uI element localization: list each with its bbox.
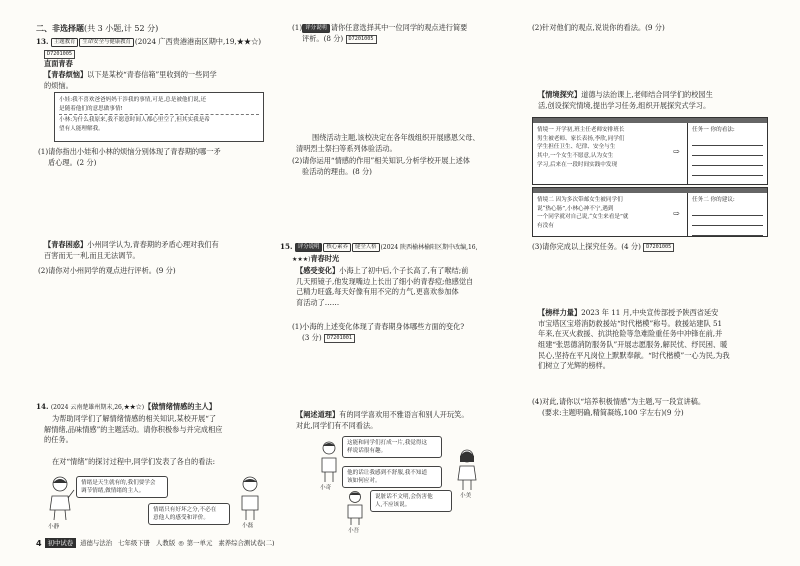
q13-crit-line-1: 小州同学认为,青春期的矛盾心理对我们有 <box>87 240 219 249</box>
letter-xiaowa <box>59 95 259 114</box>
q14-q1-code: D7201005 <box>346 35 377 44</box>
q14-source: (2024 云南楚雄州期末,26,★★☆) <box>50 404 145 411</box>
task-one-line-5: 学习,后来在一段时间实践中发现 <box>537 161 618 168</box>
student-xiaomei-figure <box>452 448 482 492</box>
q13-sub-label: 【青春烦恼】 <box>44 70 88 79</box>
bubble-xiaowu <box>370 490 452 512</box>
q13-number: 13. <box>36 37 49 46</box>
name-xiaolei: 小磊 <box>242 523 254 529</box>
q14-q1-chip: 评分说明 <box>302 24 330 33</box>
q15-header <box>280 242 520 253</box>
student-xiaojing-figure <box>40 474 80 524</box>
section-note: (共 3 小题,计 52 分) <box>84 24 159 33</box>
bubble-xiaomei-line-2: 该如何应对。 <box>347 478 381 485</box>
student-xiaowu-figure <box>340 490 370 526</box>
q13-question-2: (2)请你对小州同学的观点进行评析。(9 分) <box>38 266 176 275</box>
bubble-xiaomei-line-1: 他的话让我感到不舒服,我不知道 <box>347 470 428 476</box>
answer-line <box>692 167 763 176</box>
inquiry-label: 【情境探究】 <box>538 90 582 99</box>
answer-line <box>692 157 763 166</box>
q15-change-line-1: 小海上了初中后,个子长高了,有了喉结;前 <box>339 266 469 275</box>
q13-crit-label: 【青春困惑】 <box>44 240 88 249</box>
role-model-line-2: 市宝塔区宝塔消防救援站“时代楷模”称号。救援站建队 51 <box>538 318 723 328</box>
q15-number: 15. <box>280 242 293 251</box>
bubble-xiaojing <box>76 476 168 498</box>
q13-tag-safety: 生命安全与健康教育 <box>79 38 134 47</box>
q15-change-line-4: 育活动了…… <box>296 297 340 307</box>
name-xiaoqi: 小奇 <box>320 485 332 491</box>
q13-intro <box>44 70 268 91</box>
q14-p1-line-2: 解情绪,品味情感”的主题活动。请你积极参与并完成相应 <box>44 424 223 434</box>
q14-number: 14. <box>36 402 49 411</box>
role-model-line-5: 民心,坚持在平凡岗位上默默奉献。“时代楷模”一心为民,为我 <box>538 350 730 360</box>
task-one-line-2: 男生被老师、家长表扬,李欣,同学们 <box>537 135 625 142</box>
q13-title: 直面青春 <box>44 59 73 68</box>
task-two-line-4: 有没有 <box>537 222 554 229</box>
role-model-line-1: 2023 年 11 月,中央宣传部授予陕西省延安 <box>581 308 719 317</box>
role-model-q-line-2: (要求:主题明确,精简凝练,100 字左右)(9 分) <box>542 407 684 417</box>
bubble-xiaojing-line-2: 调节情绪,做情绪的主人。 <box>81 488 145 495</box>
task-one-scenario <box>533 123 669 172</box>
footer-bullet-icon: ◎ <box>178 539 184 547</box>
q14-p1-line-3: 的任务。 <box>44 435 73 445</box>
arrow-right-icon: ⇨ <box>673 209 680 218</box>
student-xiaoqi-figure <box>314 440 344 484</box>
bubble-xiaolei-line-2: 意他人的感受和评价。 <box>153 515 209 522</box>
task-two-answer <box>687 193 767 236</box>
footer-grade: 七年级下册 <box>118 539 151 547</box>
q15-change-label: 【感受变化】 <box>296 266 340 275</box>
q14-paragraph-2: 在对“情绪”的探讨过程中,同学们发表了各自的看法: <box>52 457 215 466</box>
arrow-right-icon: ⇨ <box>673 147 680 156</box>
role-model-question <box>532 397 772 418</box>
q13-letters-box <box>54 92 264 142</box>
role-model-line-6: 们树立了光辉的榜样。 <box>538 361 610 371</box>
bubble-xiaowu-line-1: 说脏话不文明,会伤害他 <box>375 494 433 500</box>
answer-line <box>692 227 763 236</box>
q13-question-1 <box>38 147 268 168</box>
q13-sub-text-2: 的烦恼。 <box>44 80 73 90</box>
footer-brand: 初中试卷 <box>45 538 77 548</box>
q13-tag-theme: 主题教育 <box>51 38 79 47</box>
page-footer <box>36 537 296 549</box>
task-one-line-3: 学生担任卫生、纪律、安全与生 <box>537 144 616 151</box>
task-one-line-4: 其中,一个女生不愿意,认为女生 <box>537 152 614 159</box>
q14-intro-line-1: 围绕活动主题,该校决定在各年级组织开展感恩父母、 <box>312 133 480 142</box>
q14-question-2 <box>292 156 520 177</box>
q14-paragraph-1 <box>44 414 268 446</box>
q15-source-2: ★★★) <box>292 256 311 263</box>
task-one-line-1: 情境一 开学初,班主任老师安排班长 <box>537 127 625 133</box>
q14-q1-line-1: 请你任意选择其中一位同学的观点进行简要 <box>330 23 468 32</box>
q14-title: 【做情绪情感的主人】 <box>144 402 217 411</box>
footer-edition: 人教版 <box>156 539 176 547</box>
q14-activity-intro <box>296 133 520 154</box>
q14-q1-line-2: 评析。(8 分) <box>302 33 344 43</box>
q15-change-line-2: 几天照镜子,他发现嘴边上长出了细小的青春痘;他感觉自 <box>296 276 474 286</box>
q15-title-line <box>292 254 339 265</box>
task-one-answer <box>687 123 767 184</box>
inquiry-paragraph <box>538 90 772 111</box>
student-xiaolei-figure <box>232 474 268 524</box>
footer-unit: 第一单元 <box>186 539 213 547</box>
q15-source-1: (2024 陕西榆林榆阳区期中改编,16, <box>380 244 478 251</box>
q15-q1-line-1: (1)小海的上述变化体现了青春期身体哪些方面的变化? <box>292 322 465 331</box>
bubble-xiaojing-line-1: 情绪是天生就有的,我们要学会 <box>81 480 156 486</box>
q13-code: D7201005 <box>44 50 75 59</box>
q13-crit-line-2: 百害而无一利,而且无法调节。 <box>44 250 140 260</box>
q13-header <box>36 37 261 48</box>
q13-q1-line-2: 盾心理。(2 分) <box>48 157 97 167</box>
task-two-line-2: 说“热心肠”,小林心神不宁,遇到 <box>537 205 614 212</box>
q15-chip-personality: 健全人格 <box>352 243 380 252</box>
inquiry-line-2: 活,创设探究情境,提出学习任务,组织开展探究式学习。 <box>538 100 711 110</box>
bubble-xiaomei <box>342 466 442 488</box>
answer-line <box>692 217 763 226</box>
q15-question-1 <box>292 322 520 343</box>
section-title: 二、非选择题 <box>36 23 84 33</box>
right-column <box>530 0 772 546</box>
task-two-side-label: 任务二 你的建议: <box>692 197 735 203</box>
footer-test-name: 素养综合测试卷(二) <box>218 539 275 547</box>
q13-sub-text-1: 以下是某校“青春信箱”里收到的一些同学 <box>87 70 217 79</box>
role-model-line-4: 组建“张思德消防服务队”开展志愿服务,解民忧、纾民困、暖 <box>538 339 728 349</box>
q14-question-1 <box>292 23 520 44</box>
name-xiaowu: 小吾 <box>348 528 360 534</box>
q14-header <box>36 402 216 413</box>
letter-xiaolin-line-1: 小林:为什么我原来,我不愿意时间人都心里空了,但其实我是希 <box>59 117 210 124</box>
q14-q2-line-2: 验活动的理由。(8 分) <box>302 166 372 176</box>
bubble-xiaowu-line-2: 人,不应该说。 <box>375 502 411 509</box>
answer-line <box>692 147 763 156</box>
q15-q1-line-2: (3 分) <box>302 332 322 342</box>
letter-xiaolin <box>59 114 259 134</box>
name-xiaomei: 小美 <box>460 493 472 499</box>
role-model-paragraph <box>538 308 772 372</box>
q15-question-2: (2)针对他们的观点,说说你的看法。(9 分) <box>532 23 665 32</box>
letter-xiaolin-line-2: 望有人能理解我。 <box>59 125 104 132</box>
inquiry-line-1: 道德与法治课上,老师结合同学们的校园生 <box>581 90 713 99</box>
bubble-xiaoqi <box>342 436 442 458</box>
q13-source: (2024 广西贵港港南区期中,19,★★☆) <box>134 37 262 46</box>
task-question <box>532 242 674 253</box>
role-model-label: 【榜样力量】 <box>538 308 582 317</box>
task-one-side-label: 任务一 你的看法: <box>692 127 735 133</box>
letter-xiaowa-line-1: 小娃:我不喜欢爸爸妈妈干涉我的事情,可是,总是被他们说,还 <box>59 97 207 103</box>
answer-line <box>692 137 763 146</box>
q15-q1-code: D7201001 <box>324 334 355 343</box>
q15-reason-line-1: 有的同学喜欢用不雅语言和别人开玩笑。 <box>339 410 469 419</box>
name-xiaojing: 小静 <box>48 524 60 530</box>
q13-criticism <box>44 240 268 261</box>
letter-xiaowa-line-2: 是随着他们的意思做事情! <box>59 105 123 112</box>
task-two-line-3: 一个同学就对自己说,“女生来看是”就 <box>537 214 629 221</box>
q14-intro-line-2: 清明烈士祭扫等系列体验活动。 <box>296 143 397 153</box>
q15-reason-label: 【阐述道理】 <box>296 410 340 419</box>
task-two-box <box>532 187 768 237</box>
task-question-code: D7201005 <box>643 243 674 252</box>
q15-change-line-3: 己精力旺盛,每天好像有用不完的力气,更喜欢参加体 <box>296 287 459 297</box>
q14-p1-line-1: 为帮助同学们了解情绪情感的相关知识,某校开展“了 <box>52 414 217 423</box>
q15-reason-paragraph <box>296 410 520 431</box>
role-model-line-3: 年来,在灭火救援、抗洪抢险等急难险重任务中冲锋在前,并 <box>538 329 723 339</box>
role-model-q-line-1: (4)对此,请你以“培养积极情感”为主题,写一段宣讲稿。 <box>532 397 706 406</box>
q14-q2-line-1: (2)请你运用“情感的作用”相关知识,分析学校开展上述体 <box>292 156 470 165</box>
q15-title: 青春时光 <box>310 254 340 263</box>
footer-subject: 道德与法治 <box>80 539 113 547</box>
left-column <box>36 0 268 546</box>
task-question-text: (3)请你完成以上探究任务。(4 分) <box>532 242 641 251</box>
task-two-scenario <box>533 193 669 234</box>
q15-chip-core: 核心素养 <box>323 243 351 252</box>
bubble-xiaolei <box>148 503 230 525</box>
section-heading <box>36 23 158 35</box>
bubble-xiaolei-line-1: 情绪只有好坏之分,不必在 <box>153 507 217 513</box>
q15-change-paragraph <box>296 266 520 309</box>
answer-line <box>692 207 763 216</box>
q15-reason-line-2: 对此,同学们有不同看法。 <box>296 420 378 430</box>
q15-chip-score: 评分说明 <box>295 243 323 252</box>
page-number: 4 <box>36 539 42 548</box>
task-two-line-1: 情境二 因为多次带邮女生被同学们 <box>537 197 623 203</box>
bubble-xiaoqi-line-1: 这能和同学们打成一片,我觉得这 <box>347 440 428 446</box>
middle-column <box>280 0 520 546</box>
q14-q1-prefix: (1) <box>292 23 303 32</box>
q13-q1-line-1: (1)请你指出小娃和小林的烦恼分别体现了青春期的哪一矛 <box>38 147 221 156</box>
task-one-box <box>532 117 768 185</box>
bubble-xiaoqi-line-2: 样说话很有趣。 <box>347 448 387 455</box>
